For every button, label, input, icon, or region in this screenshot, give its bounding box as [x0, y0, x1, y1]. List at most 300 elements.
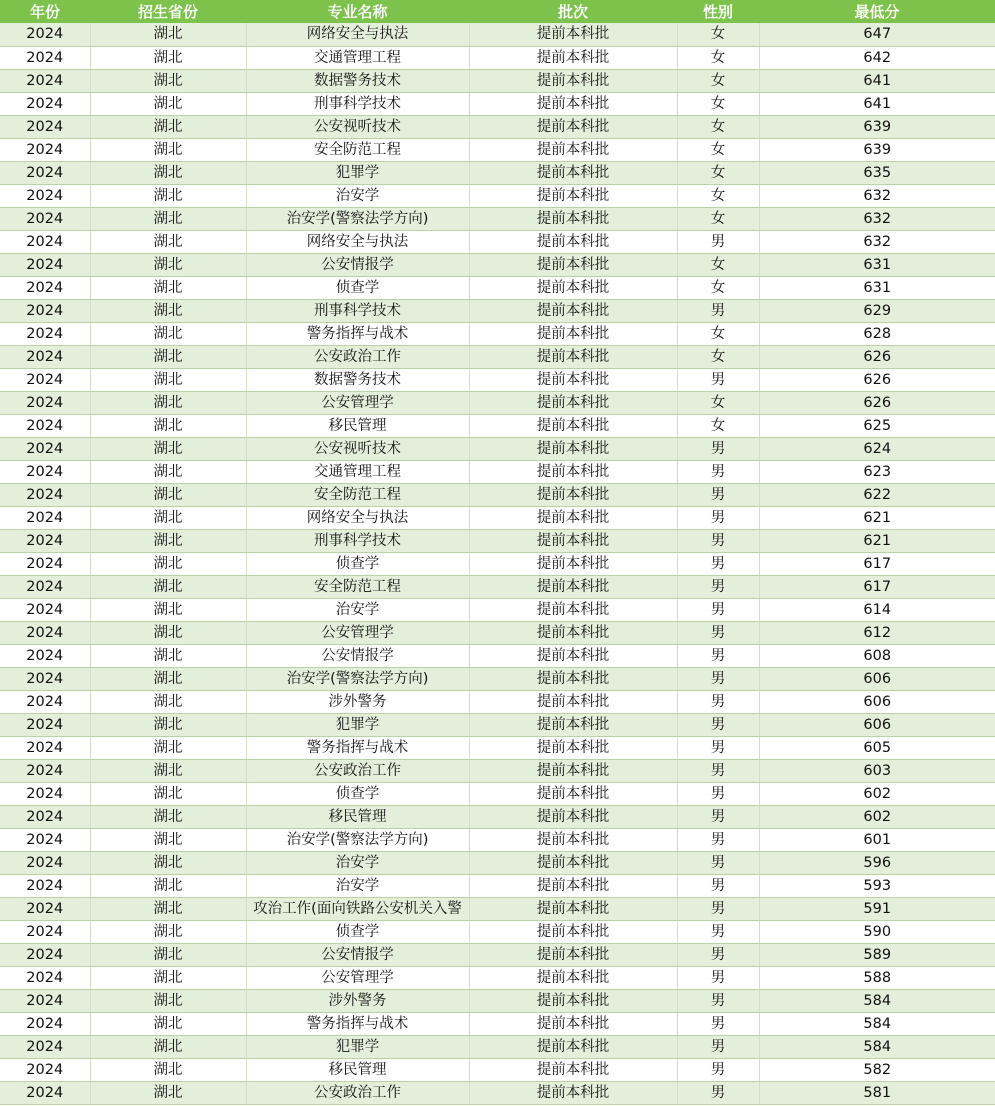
cell-province: 湖北 [90, 529, 246, 552]
cell-year: 2024 [0, 1035, 90, 1058]
cell-batch: 提前本科批 [469, 414, 677, 437]
cell-gender: 男 [677, 437, 759, 460]
cell-major: 移民管理 [246, 1058, 469, 1081]
cell-major: 犯罪学 [246, 713, 469, 736]
cell-major: 安全防范工程 [246, 575, 469, 598]
cell-min-score: 612 [759, 621, 995, 644]
cell-min-score: 635 [759, 161, 995, 184]
table-row [0, 460, 995, 483]
cell-batch: 提前本科批 [469, 667, 677, 690]
table-row [0, 851, 995, 874]
cell-year: 2024 [0, 920, 90, 943]
cell-province: 湖北 [90, 759, 246, 782]
cell-min-score: 647 [759, 23, 995, 46]
table-row [0, 736, 995, 759]
cell-major: 公安政治工作 [246, 1081, 469, 1104]
cell-gender: 男 [677, 920, 759, 943]
table-row [0, 23, 995, 46]
cell-province: 湖北 [90, 161, 246, 184]
cell-gender: 男 [677, 460, 759, 483]
cell-batch: 提前本科批 [469, 437, 677, 460]
cell-gender: 男 [677, 230, 759, 253]
cell-major: 安全防范工程 [246, 483, 469, 506]
cell-min-score: 625 [759, 414, 995, 437]
cell-province: 湖北 [90, 736, 246, 759]
cell-major: 犯罪学 [246, 161, 469, 184]
cell-major: 公安视听技术 [246, 115, 469, 138]
cell-min-score: 626 [759, 368, 995, 391]
table-row [0, 207, 995, 230]
cell-province: 湖北 [90, 230, 246, 253]
cell-province: 湖北 [90, 1058, 246, 1081]
cell-min-score: 602 [759, 805, 995, 828]
table-row [0, 805, 995, 828]
cell-major: 公安管理学 [246, 966, 469, 989]
table-row [0, 598, 995, 621]
table-row [0, 138, 995, 161]
table-row [0, 322, 995, 345]
cell-province: 湖北 [90, 483, 246, 506]
cell-major: 交通管理工程 [246, 46, 469, 69]
cell-min-score: 593 [759, 874, 995, 897]
cell-gender: 男 [677, 897, 759, 920]
table-row [0, 345, 995, 368]
cell-batch: 提前本科批 [469, 851, 677, 874]
table-row [0, 552, 995, 575]
cell-year: 2024 [0, 989, 90, 1012]
cell-year: 2024 [0, 667, 90, 690]
cell-batch: 提前本科批 [469, 253, 677, 276]
cell-major: 治安学(警察法学方向) [246, 828, 469, 851]
cell-province: 湖北 [90, 391, 246, 414]
cell-gender: 男 [677, 759, 759, 782]
cell-min-score: 639 [759, 138, 995, 161]
cell-batch: 提前本科批 [469, 207, 677, 230]
table-row [0, 667, 995, 690]
cell-major: 公安政治工作 [246, 345, 469, 368]
cell-year: 2024 [0, 1058, 90, 1081]
cell-province: 湖北 [90, 989, 246, 1012]
cell-major: 侦查学 [246, 782, 469, 805]
cell-gender: 男 [677, 506, 759, 529]
cell-province: 湖北 [90, 920, 246, 943]
table-row [0, 437, 995, 460]
cell-gender: 女 [677, 253, 759, 276]
cell-min-score: 632 [759, 230, 995, 253]
table-row [0, 230, 995, 253]
cell-province: 湖北 [90, 874, 246, 897]
cell-major: 交通管理工程 [246, 460, 469, 483]
cell-year: 2024 [0, 437, 90, 460]
cell-year: 2024 [0, 253, 90, 276]
table-row [0, 115, 995, 138]
cell-province: 湖北 [90, 46, 246, 69]
cell-year: 2024 [0, 621, 90, 644]
cell-year: 2024 [0, 736, 90, 759]
cell-batch: 提前本科批 [469, 828, 677, 851]
cell-gender: 男 [677, 598, 759, 621]
cell-batch: 提前本科批 [469, 529, 677, 552]
table-row [0, 368, 995, 391]
cell-min-score: 624 [759, 437, 995, 460]
cell-batch: 提前本科批 [469, 690, 677, 713]
cell-major: 涉外警务 [246, 690, 469, 713]
cell-year: 2024 [0, 414, 90, 437]
cell-batch: 提前本科批 [469, 46, 677, 69]
cell-min-score: 582 [759, 1058, 995, 1081]
cell-year: 2024 [0, 46, 90, 69]
cell-major: 治安学 [246, 184, 469, 207]
cell-year: 2024 [0, 69, 90, 92]
header-min-score: 最低分 [854, 3, 900, 21]
cell-major: 治安学 [246, 598, 469, 621]
cell-year: 2024 [0, 529, 90, 552]
cell-province: 湖北 [90, 552, 246, 575]
cell-gender: 男 [677, 851, 759, 874]
cell-province: 湖北 [90, 1035, 246, 1058]
cell-min-score: 596 [759, 851, 995, 874]
cell-batch: 提前本科批 [469, 230, 677, 253]
table-row [0, 759, 995, 782]
cell-gender: 女 [677, 345, 759, 368]
cell-province: 湖北 [90, 966, 246, 989]
cell-batch: 提前本科批 [469, 506, 677, 529]
table-row [0, 989, 995, 1012]
table-row [0, 529, 995, 552]
cell-year: 2024 [0, 161, 90, 184]
cell-year: 2024 [0, 23, 90, 46]
cell-major: 警务指挥与战术 [246, 736, 469, 759]
table-row [0, 713, 995, 736]
cell-gender: 男 [677, 621, 759, 644]
table-row [0, 276, 995, 299]
cell-gender: 女 [677, 138, 759, 161]
cell-province: 湖北 [90, 621, 246, 644]
cell-min-score: 641 [759, 92, 995, 115]
cell-major: 移民管理 [246, 414, 469, 437]
cell-province: 湖北 [90, 667, 246, 690]
table-row [0, 920, 995, 943]
cell-year: 2024 [0, 851, 90, 874]
cell-gender: 男 [677, 989, 759, 1012]
table-row [0, 69, 995, 92]
cell-major: 治安学 [246, 851, 469, 874]
cell-batch: 提前本科批 [469, 345, 677, 368]
cell-gender: 女 [677, 92, 759, 115]
cell-major: 涉外警务 [246, 989, 469, 1012]
cell-gender: 男 [677, 1035, 759, 1058]
cell-major: 治安学(警察法学方向) [246, 667, 469, 690]
cell-year: 2024 [0, 690, 90, 713]
cell-province: 湖北 [90, 299, 246, 322]
cell-batch: 提前本科批 [469, 483, 677, 506]
table-row [0, 414, 995, 437]
table-row [0, 782, 995, 805]
cell-year: 2024 [0, 1012, 90, 1035]
cell-min-score: 601 [759, 828, 995, 851]
cell-batch: 提前本科批 [469, 943, 677, 966]
cell-province: 湖北 [90, 368, 246, 391]
cell-province: 湖北 [90, 690, 246, 713]
cell-year: 2024 [0, 897, 90, 920]
cell-batch: 提前本科批 [469, 1081, 677, 1104]
table-row [0, 506, 995, 529]
cell-gender: 男 [677, 736, 759, 759]
cell-min-score: 589 [759, 943, 995, 966]
cell-year: 2024 [0, 506, 90, 529]
cell-province: 湖北 [90, 828, 246, 851]
cell-batch: 提前本科批 [469, 184, 677, 207]
cell-gender: 男 [677, 805, 759, 828]
cell-min-score: 608 [759, 644, 995, 667]
cell-year: 2024 [0, 460, 90, 483]
cell-major: 网络安全与执法 [246, 23, 469, 46]
cell-province: 湖北 [90, 23, 246, 46]
header-major: 专业名称 [327, 3, 388, 21]
cell-major: 公安管理学 [246, 391, 469, 414]
table-row [0, 1035, 995, 1058]
cell-gender: 男 [677, 874, 759, 897]
cell-min-score: 591 [759, 897, 995, 920]
cell-year: 2024 [0, 299, 90, 322]
cell-batch: 提前本科批 [469, 989, 677, 1012]
cell-year: 2024 [0, 575, 90, 598]
cell-major: 公安视听技术 [246, 437, 469, 460]
cell-min-score: 584 [759, 1012, 995, 1035]
table-row [0, 299, 995, 322]
cell-batch: 提前本科批 [469, 897, 677, 920]
cell-province: 湖北 [90, 805, 246, 828]
cell-gender: 女 [677, 322, 759, 345]
cell-gender: 男 [677, 299, 759, 322]
cell-min-score: 632 [759, 207, 995, 230]
cell-batch: 提前本科批 [469, 782, 677, 805]
cell-batch: 提前本科批 [469, 1012, 677, 1035]
cell-year: 2024 [0, 115, 90, 138]
cell-gender: 女 [677, 161, 759, 184]
cell-min-score: 581 [759, 1081, 995, 1104]
table-row [0, 92, 995, 115]
header-gender: 性别 [702, 3, 733, 21]
cell-year: 2024 [0, 391, 90, 414]
cell-year: 2024 [0, 805, 90, 828]
cell-batch: 提前本科批 [469, 966, 677, 989]
table-row [0, 184, 995, 207]
cell-major: 网络安全与执法 [246, 506, 469, 529]
table-body [0, 23, 995, 1104]
cell-year: 2024 [0, 782, 90, 805]
cell-batch: 提前本科批 [469, 276, 677, 299]
cell-batch: 提前本科批 [469, 161, 677, 184]
cell-batch: 提前本科批 [469, 920, 677, 943]
cell-major: 侦查学 [246, 276, 469, 299]
cell-province: 湖北 [90, 184, 246, 207]
cell-batch: 提前本科批 [469, 713, 677, 736]
cell-gender: 女 [677, 391, 759, 414]
cell-province: 湖北 [90, 322, 246, 345]
cell-province: 湖北 [90, 92, 246, 115]
cell-year: 2024 [0, 1081, 90, 1104]
cell-batch: 提前本科批 [469, 299, 677, 322]
cell-batch: 提前本科批 [469, 1058, 677, 1081]
table-row [0, 391, 995, 414]
cell-gender: 男 [677, 690, 759, 713]
cell-year: 2024 [0, 184, 90, 207]
cell-province: 湖北 [90, 782, 246, 805]
cell-major: 犯罪学 [246, 1035, 469, 1058]
cell-min-score: 628 [759, 322, 995, 345]
table-row [0, 161, 995, 184]
cell-year: 2024 [0, 828, 90, 851]
cell-year: 2024 [0, 644, 90, 667]
cell-min-score: 641 [759, 69, 995, 92]
header-province: 招生省份 [137, 3, 198, 21]
cell-year: 2024 [0, 874, 90, 897]
cell-major: 侦查学 [246, 552, 469, 575]
cell-province: 湖北 [90, 598, 246, 621]
cell-batch: 提前本科批 [469, 322, 677, 345]
cell-province: 湖北 [90, 276, 246, 299]
header-row [0, 0, 995, 23]
cell-province: 湖北 [90, 575, 246, 598]
cell-year: 2024 [0, 345, 90, 368]
cell-province: 湖北 [90, 713, 246, 736]
cell-year: 2024 [0, 322, 90, 345]
cell-province: 湖北 [90, 345, 246, 368]
cell-province: 湖北 [90, 851, 246, 874]
cell-batch: 提前本科批 [469, 23, 677, 46]
cell-gender: 男 [677, 644, 759, 667]
cell-province: 湖北 [90, 644, 246, 667]
cell-min-score: 584 [759, 1035, 995, 1058]
cell-gender: 女 [677, 69, 759, 92]
table-row [0, 1012, 995, 1035]
cell-gender: 男 [677, 713, 759, 736]
table-row [0, 828, 995, 851]
cell-min-score: 605 [759, 736, 995, 759]
cell-batch: 提前本科批 [469, 138, 677, 161]
cell-province: 湖北 [90, 207, 246, 230]
cell-min-score: 626 [759, 345, 995, 368]
cell-min-score: 629 [759, 299, 995, 322]
cell-batch: 提前本科批 [469, 598, 677, 621]
cell-batch: 提前本科批 [469, 368, 677, 391]
cell-major: 安全防范工程 [246, 138, 469, 161]
cell-gender: 女 [677, 115, 759, 138]
cell-province: 湖北 [90, 138, 246, 161]
cell-year: 2024 [0, 276, 90, 299]
cell-major: 移民管理 [246, 805, 469, 828]
cell-year: 2024 [0, 966, 90, 989]
cell-province: 湖北 [90, 1081, 246, 1104]
cell-year: 2024 [0, 368, 90, 391]
cell-gender: 男 [677, 667, 759, 690]
table-row [0, 874, 995, 897]
cell-min-score: 621 [759, 529, 995, 552]
cell-batch: 提前本科批 [469, 1035, 677, 1058]
cell-batch: 提前本科批 [469, 759, 677, 782]
cell-major: 网络安全与执法 [246, 230, 469, 253]
cell-gender: 女 [677, 46, 759, 69]
cell-gender: 男 [677, 828, 759, 851]
cell-major: 公安情报学 [246, 644, 469, 667]
cell-min-score: 631 [759, 253, 995, 276]
cell-min-score: 617 [759, 575, 995, 598]
cell-min-score: 632 [759, 184, 995, 207]
cell-major: 治安学 [246, 874, 469, 897]
cell-batch: 提前本科批 [469, 552, 677, 575]
cell-min-score: 590 [759, 920, 995, 943]
cell-year: 2024 [0, 552, 90, 575]
cell-year: 2024 [0, 759, 90, 782]
cell-major: 侦查学 [246, 920, 469, 943]
cell-major: 警务指挥与战术 [246, 322, 469, 345]
cell-min-score: 602 [759, 782, 995, 805]
cell-year: 2024 [0, 138, 90, 161]
cell-province: 湖北 [90, 414, 246, 437]
cell-batch: 提前本科批 [469, 575, 677, 598]
cell-gender: 男 [677, 368, 759, 391]
cell-batch: 提前本科批 [469, 874, 677, 897]
table-row [0, 690, 995, 713]
cell-year: 2024 [0, 713, 90, 736]
cell-gender: 男 [677, 483, 759, 506]
cell-batch: 提前本科批 [469, 391, 677, 414]
cell-gender: 男 [677, 943, 759, 966]
cell-gender: 男 [677, 1058, 759, 1081]
cell-gender: 女 [677, 184, 759, 207]
cell-gender: 男 [677, 529, 759, 552]
cell-batch: 提前本科批 [469, 805, 677, 828]
cell-gender: 女 [677, 414, 759, 437]
cell-min-score: 623 [759, 460, 995, 483]
cell-min-score: 621 [759, 506, 995, 529]
table-row [0, 966, 995, 989]
cell-year: 2024 [0, 92, 90, 115]
cell-province: 湖北 [90, 897, 246, 920]
cell-major: 刑事科学技术 [246, 92, 469, 115]
cell-min-score: 606 [759, 713, 995, 736]
cell-province: 湖北 [90, 115, 246, 138]
cell-gender: 女 [677, 207, 759, 230]
cell-gender: 男 [677, 1012, 759, 1035]
cell-min-score: 614 [759, 598, 995, 621]
cell-batch: 提前本科批 [469, 92, 677, 115]
cell-major: 刑事科学技术 [246, 529, 469, 552]
cell-year: 2024 [0, 207, 90, 230]
cell-year: 2024 [0, 230, 90, 253]
cell-major: 公安情报学 [246, 943, 469, 966]
cell-min-score: 639 [759, 115, 995, 138]
cell-batch: 提前本科批 [469, 115, 677, 138]
cell-batch: 提前本科批 [469, 69, 677, 92]
table-row [0, 621, 995, 644]
cell-gender: 女 [677, 276, 759, 299]
cell-province: 湖北 [90, 1012, 246, 1035]
cell-gender: 男 [677, 575, 759, 598]
cell-province: 湖北 [90, 69, 246, 92]
cell-year: 2024 [0, 598, 90, 621]
cell-min-score: 606 [759, 690, 995, 713]
cell-gender: 男 [677, 552, 759, 575]
cell-batch: 提前本科批 [469, 460, 677, 483]
cell-year: 2024 [0, 483, 90, 506]
cell-min-score: 626 [759, 391, 995, 414]
cell-min-score: 588 [759, 966, 995, 989]
cell-gender: 男 [677, 1081, 759, 1104]
table-header [0, 0, 995, 23]
table-row [0, 253, 995, 276]
